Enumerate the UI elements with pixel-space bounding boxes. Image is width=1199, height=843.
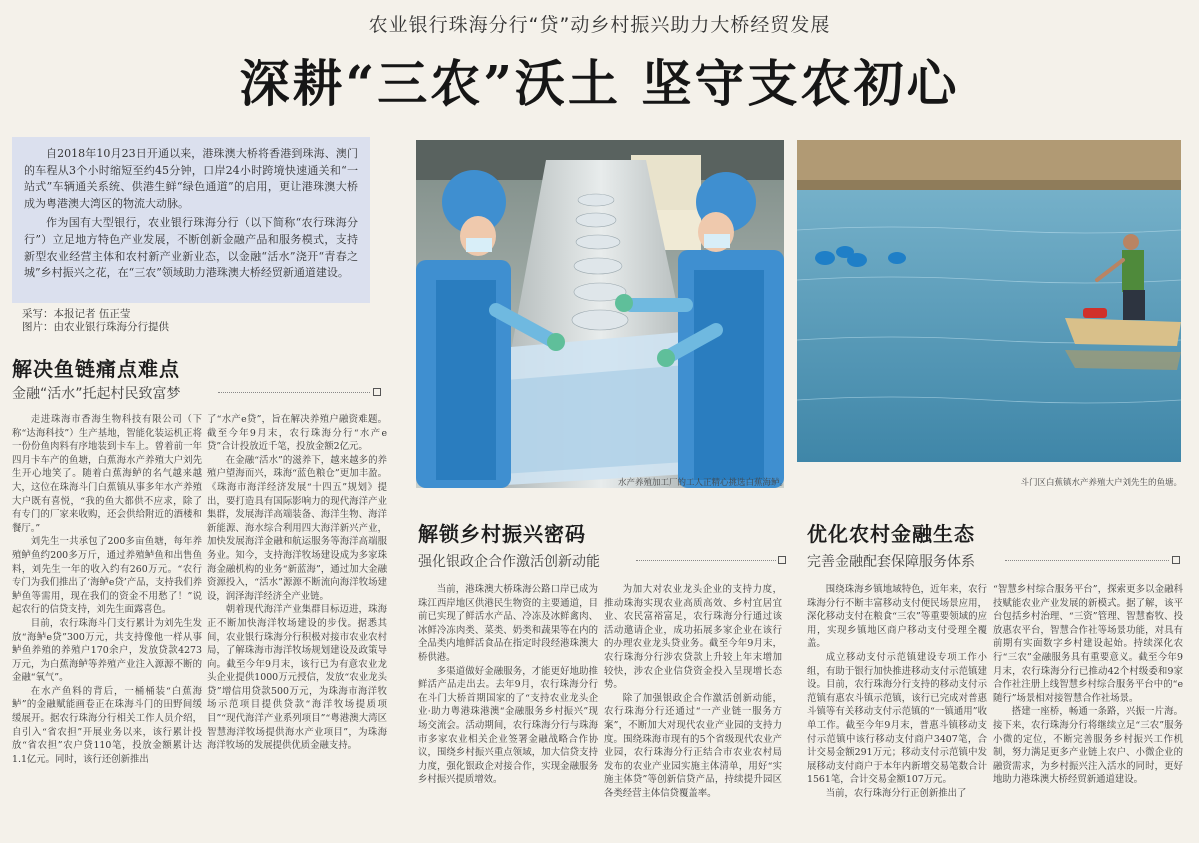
section3-title: 优化农村金融生态 [807,522,975,546]
paragraph: 目前，农行珠海斗门支行累计为刘先生发放“海鲈e贷”300万元，共支持像他一样从事鲈鱼养殖的养殖户170余户，发放贷款4273万元，为白蕉海鲈等养殖产业注入源源不断的金融“氧气”。 [12,617,202,684]
paragraph: 成立移动支付示范镇建设专项工作小组，有助于银行加快推进移动支付示范镇建设。目前，农行珠海分行支持的移动支付示范镇有惠农斗镇示范镇，该行已完成对普惠斗镇等有关移动支付示范镇的“一镇通用”收单工作。截至今年9月末，普惠斗镇移动支付示范镇中该行移动支付商户3407笔，合计交易金额291万元；移动支付示范镇中发展移动支付商户于本年内新增交易笔数合计1561笔，合计交易金额107万元。 [807,651,987,786]
pond-illustration [797,140,1181,462]
paragraph: 在金融“活水”的滋养下，越来越多的养殖户望海而兴，珠海“蓝色粮仓”更加丰盈。《珠海市海洋经济发展“十四五”规划》提出，要打造具有国际影响力的现代海洋产业集群，发展海洋高端装备、海洋生物、海洋新能源、海水综合利用四大海洋新兴产业，加快发展海洋金融和航运服务等海洋高端服务业。知今，支持海洋牧场建设成为多家珠海金融机构的业务“新蓝海”，通过加大金融资源投入，“活水”源源不断流向海洋牧场建设，润泽海洋经济全产业链。 [207,454,387,602]
section3-subtitle: 完善金融配套保障服务体系 [807,554,975,570]
section3-column-1 [807,583,987,841]
photo-credit: 图片：由农业银行珠海分行提供 [22,321,169,333]
paragraph: 围绕珠海乡镇地域特色，近年来，农行珠海分行不断丰富移动支付便民场景应用，深化移动支付在粮食“三农”等重要领域的应用，实现乡镇地区商户移动支付受理全覆盖。 [807,584,987,650]
paragraph: 多渠道做好金融服务，才能更好地助推鲜活产品走出去。去年9月，农行珠海分行在斗门大桥首期国家的了“支持农业龙头企业·助力粤港珠港澳“金融服务乡村振兴”现场交流会。活动期间，农行珠海分行与珠海市多家农业相关企业签署金融战略合作协议，围绕乡村振兴重点领域，加大信贷支持力度，强化银政企对接合作，实现金融服务乡村振兴提质增效。 [418,665,598,786]
main-headline: 深耕“三农”沃土 坚守支农初心 [239,54,960,113]
section1-subtitle: 金融“活水”托起村民致富梦 [12,386,181,402]
factory-illustration [416,140,784,488]
pond-photo [797,140,1181,462]
paragraph: 除了加强银政企合作激活创新动能，农行珠海分行还通过“一产业链一服务方案”，不断加大对现代农业产业园的支持力度。围绕珠海市现有的5个省级现代农业产业园，农行珠海分行正结合市农业农村局发布的农业产业园实施主体清单，用好“实施主体贷”等创新信贷产品，持续提升园区各类经营主体信贷覆盖率。 [604,692,782,799]
paragraph: 在水产鱼料的背后，一桶桶装“白蕉海鲈”的金融赋能画卷正在珠海斗门的田野间缓缓展开。据农行珠海分行相关工作人员介绍，自引入“省农担”开展业务以来，该行累计投放“省农担”农户贷110笔，投放金额累计达1.1亿元。同时，该行还创新推出 [12,685,202,765]
section2-title: 解锁乡村振兴密码 [418,522,586,546]
section2-column-1 [418,583,598,841]
section2-subtitle: 强化银政企合作激活创新动能 [418,554,600,570]
paragraph: 走进珠海市香海生物科技有限公司（下称“达海科技”）生产基地，智能化装运机正将一份份鱼肉料有序地装到卡车上。曾着前一年四月卡车产的鱼塘，白蕉海水产养殖大户刘先生开心地笑了。随着白蕉海鲈的名气越来越大，这位在珠海斗门白蕉镇从事多年水产养殖大户既有喜悦，“我的鱼大都供不应求，除了有专门的厂家来收购，还会供给附近的酒楼和餐厅。” [12,414,202,534]
credits [22,308,362,334]
section2-square-icon [778,556,786,564]
pond-photo-caption: 斗门区白蕉镇水产养殖大户刘先生的鱼塘。 [1020,478,1182,488]
factory-photo [416,140,784,488]
kicker-headline: 农业银行珠海分行“贷”动乡村振兴助力大桥经贸发展 [368,14,831,36]
section3-square-icon [1172,556,1180,564]
paragraph: 朝着现代海洋产业集群目标迈进，珠海正不断加快海洋牧场建设的步伐。据悉其间，农业银行珠海分行积极对接市农业农村局，了解珠海市海洋牧场规划建设及政策导向。截至今年9月末，该行已为有意农业龙头企业提供1000万元授信，发放“农业龙头贷”增信用贷款500万元，为珠海市海洋牧场示范项目提供贷款“海洋牧场提质项目”“现代海洋产业系列项目”“粤港澳大湾区智慧海洋牧场提供海水产业项目”，为珠海海洋牧场的发展提供优质金融支持。 [207,604,387,752]
section1-square-icon [373,388,381,396]
lead-paragraph: 自2018年10月23日开通以来，港珠澳大桥将香港到珠海、澳门的车程从3个小时缩短至约45分钟，口岸24小时跨境快速通关和“一站式”车辆通关系统、供港生鲜“绿色通道”的启用，更让港珠澳大桥成为粤港澳大湾区的物流大动脉。 [24,147,358,210]
section2-rule [636,560,776,561]
section1-title: 解决鱼链痛点难点 [12,357,180,381]
paragraph: 当前，农行珠海分行正创新推出了 [825,787,967,799]
lead-paragraph: 作为国有大型银行，农业银行珠海分行（以下简称“农行珠海分行”）立足地方特色产业发展，不断创新金融产品和服务模式，支持新型农业经营主体和农村新产业新业态，以金融“活水”浇开“青春之城”乡村振兴之花，在“三农”领域助力港珠澳大桥经贸新通道建设。 [24,216,358,280]
section2-column-2 [604,583,782,841]
factory-photo-caption: 水产养殖加工厂的工人正精心挑选白蕉海鲈。 [617,478,788,488]
paragraph: 刘先生一共承包了200多亩鱼塘，每年养殖鲈鱼约200多万斤，通过养殖鲈鱼和出售鱼料，刘先生一年的收入约有260万元。“农行专门为我们推出了‘海鲈e贷’产品，支持我们养鲈鱼等需用，现在我们的资金不用愁了！”说起农行的信贷支持，刘先生面露喜色。 [12,536,202,616]
paragraph: 了“水产e贷”，旨在解决养殖户融资难题。截至今年9月末，农行珠海分行“水产e贷”合计投放近千笔，投放金额2亿元。 [207,414,387,453]
section3-rule [1005,560,1169,561]
section1-column-1 [12,413,202,841]
section1-column-2 [207,413,387,841]
lead-box [12,137,370,303]
section3-column-2 [993,583,1183,841]
paragraph: “智慧乡村综合服务平台”，探索更多以金融科技赋能农业产业发展的新模式。据了解，该平台包括乡村治理、“三资”管理、智慧畜牧、投放惠农平台，智慧合作社等场景功能，对具有前期有实面数字乡村建设起始。持续深化农行“三农”金融服务具有重要意义。截至今年9月末，农行珠海分行已推动42个村级委和9家合作社注册上线智慧乡村综合服务平台中的“e随行”场景相对接智慧合作社场景。 [993,584,1183,704]
reporter-credit: 采写：本报记者 伍正莹 [22,308,131,320]
paragraph: 当前，港珠澳大桥珠海公路口岸已成为珠江西岸地区供港民生物资的主要通道，目前已实现了鲜活水产品、冷冻及冰鲜禽肉、冰鲜冷冻肉类、菜类、奶类和蔬果等在内的全品类内地鲜活食品在指定时段经港珠澳大桥供港。 [418,584,598,663]
paragraph: 为加大对农业龙头企业的支持力度，推动珠海实现农业高质高效、乡村宜居宜业、农民富裕富足，农行珠海分行通过该活动邀请企业，成功拓展多家企业在该行的办理农业龙头贷业务。截至今年9月末，农行珠海分行涉农贷款上升较上年末增加较快，涉农企业信贷资金投入呈现增长态势。 [604,584,782,691]
paragraph: 搭建一座桥，畅通一条路，兴振一片海。接下来，农行珠海分行将继续立足“三农”服务小微的定位，不断完善服务乡村振兴工作机制，努力满足更多产业链上农户、小微企业的融资需求，为乡村振兴注入活水的同时，更好地助力港珠澳大桥经贸新通道建设。 [993,706,1183,786]
section1-rule [218,392,370,393]
